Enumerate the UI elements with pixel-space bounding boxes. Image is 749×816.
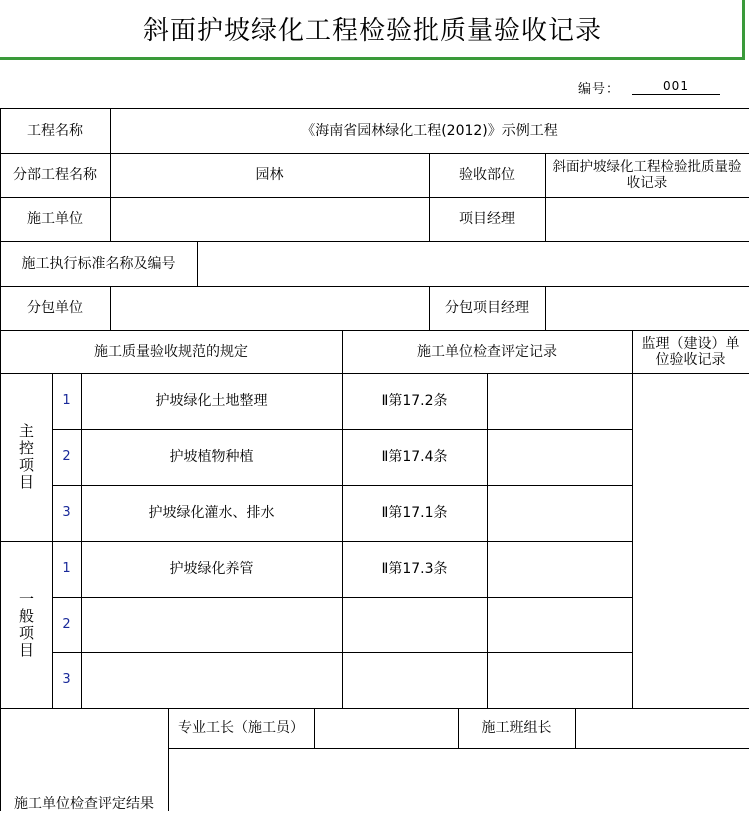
general-items-label: 一般项目 <box>17 590 35 659</box>
foreman-value[interactable] <box>314 708 458 748</box>
project-manager-value[interactable] <box>545 197 749 241</box>
item-name <box>81 652 342 708</box>
result-label: 施工单位检查评定结果 <box>14 796 154 812</box>
item-number: 3 <box>62 505 71 520</box>
item-name <box>81 597 342 652</box>
item-record[interactable] <box>487 541 632 597</box>
item-clause: Ⅱ第17.4条 <box>381 449 448 465</box>
code-label: 编号： <box>578 82 621 97</box>
subcontractor-label: 分包单位 <box>27 300 83 316</box>
item-record[interactable] <box>487 597 632 652</box>
spec-header: 施工质量验收规范的规定 <box>94 343 248 360</box>
item-clause <box>342 652 487 708</box>
sub-manager-label: 分包项目经理 <box>445 300 529 316</box>
project-manager-label: 项目经理 <box>459 211 515 227</box>
item-number: 1 <box>62 561 71 576</box>
record-header: 施工单位检查评定记录 <box>417 343 557 360</box>
item-name: 护坡绿化养管 <box>169 561 254 577</box>
item-number: 1 <box>62 393 71 408</box>
main-items-label: 主控项目 <box>17 423 35 491</box>
item-clause: Ⅱ第17.3条 <box>381 561 448 577</box>
code-value: 001 <box>632 78 720 95</box>
item-clause <box>342 597 487 652</box>
project-name-value: 《海南省园林绿化工程(2012)》示例工程 <box>301 122 558 139</box>
page-title: 斜面护坡绿化工程检验批质量验收记录 <box>142 16 602 46</box>
foreman-label: 专业工长（施工员） <box>178 720 304 736</box>
subcontractor-value[interactable] <box>110 286 429 330</box>
item-name: 护坡绿化土地整理 <box>155 393 268 409</box>
item-name: 护坡绿化灌水、排水 <box>148 505 275 521</box>
item-record[interactable] <box>487 373 632 429</box>
standard-value[interactable] <box>197 241 749 286</box>
acceptance-part-label: 验收部位 <box>459 167 515 183</box>
item-record[interactable] <box>487 485 632 541</box>
result-value[interactable] <box>168 748 749 811</box>
item-clause: Ⅱ第17.1条 <box>381 505 448 521</box>
item-record[interactable] <box>487 429 632 485</box>
construction-unit-label: 施工单位 <box>27 211 83 227</box>
construction-unit-value[interactable] <box>110 197 429 241</box>
item-name: 护坡植物种植 <box>169 449 254 465</box>
standard-label: 施工执行标准名称及编号 <box>21 255 176 272</box>
team-leader-label: 施工班组长 <box>481 720 552 736</box>
acceptance-part-value: 斜面护坡绿化工程检验批质量验收记录 <box>552 159 742 191</box>
item-record[interactable] <box>487 652 632 708</box>
supervision-header: 监理（建设）单位验收记录 <box>641 335 740 368</box>
sub-project-value: 园林 <box>255 167 284 183</box>
sub-manager-value[interactable] <box>545 286 749 330</box>
project-name-label: 工程名称 <box>27 122 83 139</box>
item-clause: Ⅱ第17.2条 <box>381 393 448 409</box>
item-number: 2 <box>62 616 71 632</box>
team-leader-value[interactable] <box>575 708 749 748</box>
item-number: 2 <box>62 449 71 464</box>
supervision-record[interactable] <box>632 373 749 708</box>
item-number: 3 <box>62 672 71 687</box>
sub-project-label: 分部工程名称 <box>13 167 97 183</box>
